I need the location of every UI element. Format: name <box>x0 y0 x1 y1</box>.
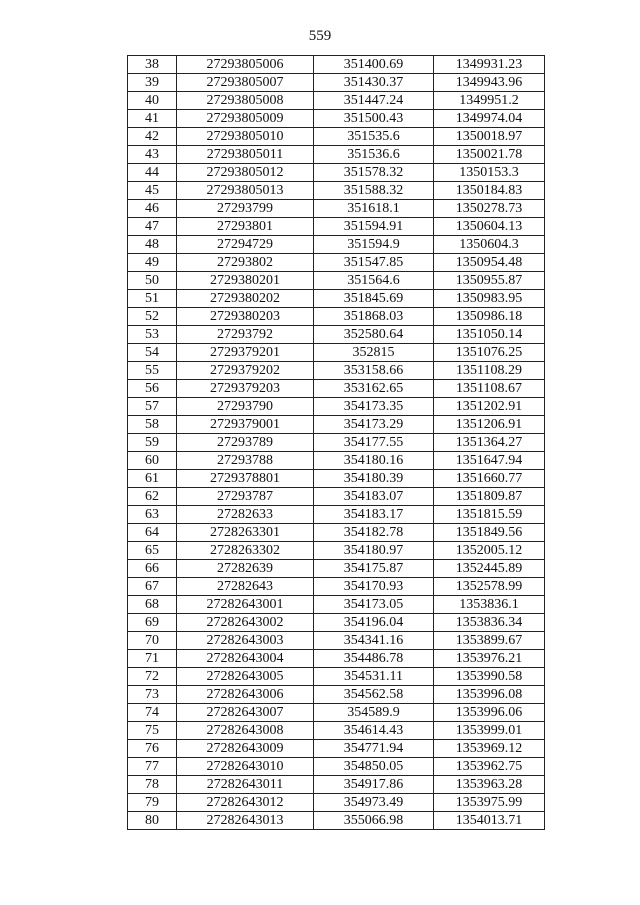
row-number-cell: 75 <box>128 722 177 740</box>
row-number-cell: 38 <box>128 56 177 74</box>
y-coordinate-cell: 1351849.56 <box>434 524 545 542</box>
y-coordinate-cell: 1353996.08 <box>434 686 545 704</box>
table-row <box>128 398 545 416</box>
x-coordinate-cell: 355066.98 <box>314 812 434 830</box>
row-number-cell: 59 <box>128 434 177 452</box>
row-number-cell: 52 <box>128 308 177 326</box>
point-code-cell: 2729379201 <box>177 344 314 362</box>
y-coordinate-cell: 1352005.12 <box>434 542 545 560</box>
point-code-cell: 2729380201 <box>177 272 314 290</box>
y-coordinate-cell: 1354013.71 <box>434 812 545 830</box>
point-code-cell: 2728263301 <box>177 524 314 542</box>
row-number-cell: 68 <box>128 596 177 614</box>
x-coordinate-cell: 354173.35 <box>314 398 434 416</box>
row-number-cell: 60 <box>128 452 177 470</box>
point-code-cell: 27293805009 <box>177 110 314 128</box>
x-coordinate-cell: 354180.39 <box>314 470 434 488</box>
table-row <box>128 722 545 740</box>
y-coordinate-cell: 1351202.91 <box>434 398 545 416</box>
y-coordinate-cell: 1353975.99 <box>434 794 545 812</box>
point-code-cell: 27282643008 <box>177 722 314 740</box>
point-code-cell: 27293805012 <box>177 164 314 182</box>
row-number-cell: 55 <box>128 362 177 380</box>
point-code-cell: 27282643005 <box>177 668 314 686</box>
table-row <box>128 668 545 686</box>
x-coordinate-cell: 354180.16 <box>314 452 434 470</box>
y-coordinate-cell: 1350954.48 <box>434 254 545 272</box>
row-number-cell: 70 <box>128 632 177 650</box>
table-row <box>128 578 545 596</box>
y-coordinate-cell: 1350278.73 <box>434 200 545 218</box>
x-coordinate-cell: 354614.43 <box>314 722 434 740</box>
y-coordinate-cell: 1353836.34 <box>434 614 545 632</box>
y-coordinate-cell: 1350955.87 <box>434 272 545 290</box>
table-row <box>128 686 545 704</box>
y-coordinate-cell: 1353962.75 <box>434 758 545 776</box>
table-row <box>128 164 545 182</box>
row-number-cell: 77 <box>128 758 177 776</box>
point-code-cell: 27282643003 <box>177 632 314 650</box>
point-code-cell: 2729380202 <box>177 290 314 308</box>
row-number-cell: 62 <box>128 488 177 506</box>
y-coordinate-cell: 1351364.27 <box>434 434 545 452</box>
table-row <box>128 92 545 110</box>
table-row <box>128 812 545 830</box>
page-number: 559 <box>308 28 332 44</box>
y-coordinate-cell: 1351647.94 <box>434 452 545 470</box>
y-coordinate-cell: 1351050.14 <box>434 326 545 344</box>
point-code-cell: 27293788 <box>177 452 314 470</box>
table-row <box>128 128 545 146</box>
x-coordinate-cell: 354183.07 <box>314 488 434 506</box>
table-row <box>128 74 545 92</box>
row-number-cell: 54 <box>128 344 177 362</box>
y-coordinate-cell: 1350983.95 <box>434 290 545 308</box>
x-coordinate-cell: 351430.37 <box>314 74 434 92</box>
x-coordinate-cell: 352815 <box>314 344 434 362</box>
y-coordinate-cell: 1350153.3 <box>434 164 545 182</box>
row-number-cell: 61 <box>128 470 177 488</box>
point-code-cell: 27293801 <box>177 218 314 236</box>
table-row <box>128 218 545 236</box>
table-row <box>128 236 545 254</box>
y-coordinate-cell: 1349931.23 <box>434 56 545 74</box>
x-coordinate-cell: 351547.85 <box>314 254 434 272</box>
x-coordinate-cell: 351588.32 <box>314 182 434 200</box>
point-code-cell: 27293787 <box>177 488 314 506</box>
x-coordinate-cell: 354196.04 <box>314 614 434 632</box>
row-number-cell: 40 <box>128 92 177 110</box>
table-row <box>128 200 545 218</box>
table-row <box>128 488 545 506</box>
point-code-cell: 2729379001 <box>177 416 314 434</box>
point-code-cell: 27282643010 <box>177 758 314 776</box>
point-code-cell: 27282643 <box>177 578 314 596</box>
point-code-cell: 27293805007 <box>177 74 314 92</box>
row-number-cell: 45 <box>128 182 177 200</box>
row-number-cell: 47 <box>128 218 177 236</box>
row-number-cell: 43 <box>128 146 177 164</box>
x-coordinate-cell: 354486.78 <box>314 650 434 668</box>
table-row <box>128 776 545 794</box>
x-coordinate-cell: 352580.64 <box>314 326 434 344</box>
point-code-cell: 27282643007 <box>177 704 314 722</box>
y-coordinate-cell: 1352445.89 <box>434 560 545 578</box>
table-row <box>128 524 545 542</box>
row-number-cell: 56 <box>128 380 177 398</box>
table-row <box>128 434 545 452</box>
point-code-cell: 27293789 <box>177 434 314 452</box>
y-coordinate-cell: 1349943.96 <box>434 74 545 92</box>
row-number-cell: 79 <box>128 794 177 812</box>
row-number-cell: 63 <box>128 506 177 524</box>
row-number-cell: 74 <box>128 704 177 722</box>
table-body <box>128 56 545 830</box>
x-coordinate-cell: 354173.05 <box>314 596 434 614</box>
x-coordinate-cell: 351594.91 <box>314 218 434 236</box>
table-row <box>128 110 545 128</box>
table-row <box>128 452 545 470</box>
y-coordinate-cell: 1350604.13 <box>434 218 545 236</box>
table-row <box>128 560 545 578</box>
point-code-cell: 27293805010 <box>177 128 314 146</box>
row-number-cell: 41 <box>128 110 177 128</box>
point-code-cell: 27282643013 <box>177 812 314 830</box>
point-code-cell: 2728263302 <box>177 542 314 560</box>
row-number-cell: 69 <box>128 614 177 632</box>
table-row <box>128 758 545 776</box>
point-code-cell: 27293792 <box>177 326 314 344</box>
table-row <box>128 596 545 614</box>
x-coordinate-cell: 354562.58 <box>314 686 434 704</box>
y-coordinate-cell: 1350018.97 <box>434 128 545 146</box>
x-coordinate-cell: 351564.6 <box>314 272 434 290</box>
x-coordinate-cell: 354180.97 <box>314 542 434 560</box>
x-coordinate-cell: 354182.78 <box>314 524 434 542</box>
point-code-cell: 27282643011 <box>177 776 314 794</box>
table-row <box>128 56 545 74</box>
row-number-cell: 42 <box>128 128 177 146</box>
y-coordinate-cell: 1353996.06 <box>434 704 545 722</box>
point-code-cell: 27282643006 <box>177 686 314 704</box>
point-code-cell: 27282643009 <box>177 740 314 758</box>
point-code-cell: 27282643002 <box>177 614 314 632</box>
point-code-cell: 27282633 <box>177 506 314 524</box>
point-code-cell: 2729380203 <box>177 308 314 326</box>
table-row <box>128 146 545 164</box>
y-coordinate-cell: 1350021.78 <box>434 146 545 164</box>
x-coordinate-cell: 351578.32 <box>314 164 434 182</box>
row-number-cell: 46 <box>128 200 177 218</box>
table-row <box>128 614 545 632</box>
table-row <box>128 326 545 344</box>
x-coordinate-cell: 351500.43 <box>314 110 434 128</box>
point-code-cell: 27293799 <box>177 200 314 218</box>
x-coordinate-cell: 354973.49 <box>314 794 434 812</box>
y-coordinate-cell: 1353969.12 <box>434 740 545 758</box>
x-coordinate-cell: 351447.24 <box>314 92 434 110</box>
row-number-cell: 71 <box>128 650 177 668</box>
point-code-cell: 27294729 <box>177 236 314 254</box>
row-number-cell: 51 <box>128 290 177 308</box>
row-number-cell: 49 <box>128 254 177 272</box>
y-coordinate-cell: 1350184.83 <box>434 182 545 200</box>
x-coordinate-cell: 354850.05 <box>314 758 434 776</box>
row-number-cell: 80 <box>128 812 177 830</box>
x-coordinate-cell: 353162.65 <box>314 380 434 398</box>
x-coordinate-cell: 354589.9 <box>314 704 434 722</box>
x-coordinate-cell: 351400.69 <box>314 56 434 74</box>
y-coordinate-cell: 1350604.3 <box>434 236 545 254</box>
row-number-cell: 50 <box>128 272 177 290</box>
point-code-cell: 27293805006 <box>177 56 314 74</box>
x-coordinate-cell: 354531.11 <box>314 668 434 686</box>
point-code-cell: 27282643001 <box>177 596 314 614</box>
y-coordinate-cell: 1351076.25 <box>434 344 545 362</box>
row-number-cell: 67 <box>128 578 177 596</box>
x-coordinate-cell: 354177.55 <box>314 434 434 452</box>
y-coordinate-cell: 1353999.01 <box>434 722 545 740</box>
y-coordinate-cell: 1351660.77 <box>434 470 545 488</box>
x-coordinate-cell: 351618.1 <box>314 200 434 218</box>
y-coordinate-cell: 1353976.21 <box>434 650 545 668</box>
row-number-cell: 76 <box>128 740 177 758</box>
x-coordinate-cell: 354183.17 <box>314 506 434 524</box>
row-number-cell: 66 <box>128 560 177 578</box>
point-code-cell: 27282643012 <box>177 794 314 812</box>
y-coordinate-cell: 1349951.2 <box>434 92 545 110</box>
row-number-cell: 73 <box>128 686 177 704</box>
y-coordinate-cell: 1351108.67 <box>434 380 545 398</box>
table-row <box>128 290 545 308</box>
row-number-cell: 58 <box>128 416 177 434</box>
x-coordinate-cell: 353158.66 <box>314 362 434 380</box>
point-code-cell: 27293802 <box>177 254 314 272</box>
point-code-cell: 2729378801 <box>177 470 314 488</box>
point-code-cell: 27293805008 <box>177 92 314 110</box>
x-coordinate-cell: 351594.9 <box>314 236 434 254</box>
row-number-cell: 64 <box>128 524 177 542</box>
y-coordinate-cell: 1351206.91 <box>434 416 545 434</box>
table-row <box>128 740 545 758</box>
y-coordinate-cell: 1353899.67 <box>434 632 545 650</box>
table-row <box>128 632 545 650</box>
y-coordinate-cell: 1353963.28 <box>434 776 545 794</box>
table-row <box>128 380 545 398</box>
x-coordinate-cell: 354917.86 <box>314 776 434 794</box>
row-number-cell: 78 <box>128 776 177 794</box>
table-row <box>128 704 545 722</box>
y-coordinate-cell: 1353990.58 <box>434 668 545 686</box>
y-coordinate-cell: 1350986.18 <box>434 308 545 326</box>
table-row <box>128 470 545 488</box>
x-coordinate-cell: 351535.6 <box>314 128 434 146</box>
y-coordinate-cell: 1349974.04 <box>434 110 545 128</box>
table-row <box>128 416 545 434</box>
row-number-cell: 39 <box>128 74 177 92</box>
y-coordinate-cell: 1351108.29 <box>434 362 545 380</box>
x-coordinate-cell: 354175.87 <box>314 560 434 578</box>
x-coordinate-cell: 351845.69 <box>314 290 434 308</box>
x-coordinate-cell: 354771.94 <box>314 740 434 758</box>
x-coordinate-cell: 354341.16 <box>314 632 434 650</box>
row-number-cell: 57 <box>128 398 177 416</box>
y-coordinate-cell: 1353836.1 <box>434 596 545 614</box>
point-code-cell: 2729379202 <box>177 362 314 380</box>
table-row <box>128 650 545 668</box>
row-number-cell: 44 <box>128 164 177 182</box>
point-code-cell: 27282639 <box>177 560 314 578</box>
table-row <box>128 308 545 326</box>
table-row <box>128 254 545 272</box>
table-row <box>128 344 545 362</box>
y-coordinate-cell: 1352578.99 <box>434 578 545 596</box>
y-coordinate-cell: 1351809.87 <box>434 488 545 506</box>
x-coordinate-cell: 354173.29 <box>314 416 434 434</box>
row-number-cell: 53 <box>128 326 177 344</box>
table-row <box>128 794 545 812</box>
point-code-cell: 27293805013 <box>177 182 314 200</box>
row-number-cell: 48 <box>128 236 177 254</box>
table-row <box>128 182 545 200</box>
table-row <box>128 272 545 290</box>
point-code-cell: 27282643004 <box>177 650 314 668</box>
coordinates-table <box>127 55 545 830</box>
row-number-cell: 72 <box>128 668 177 686</box>
x-coordinate-cell: 351536.6 <box>314 146 434 164</box>
table-row <box>128 506 545 524</box>
point-code-cell: 27293805011 <box>177 146 314 164</box>
x-coordinate-cell: 351868.03 <box>314 308 434 326</box>
point-code-cell: 27293790 <box>177 398 314 416</box>
table-row <box>128 542 545 560</box>
point-code-cell: 2729379203 <box>177 380 314 398</box>
table-row <box>128 362 545 380</box>
row-number-cell: 65 <box>128 542 177 560</box>
x-coordinate-cell: 354170.93 <box>314 578 434 596</box>
y-coordinate-cell: 1351815.59 <box>434 506 545 524</box>
